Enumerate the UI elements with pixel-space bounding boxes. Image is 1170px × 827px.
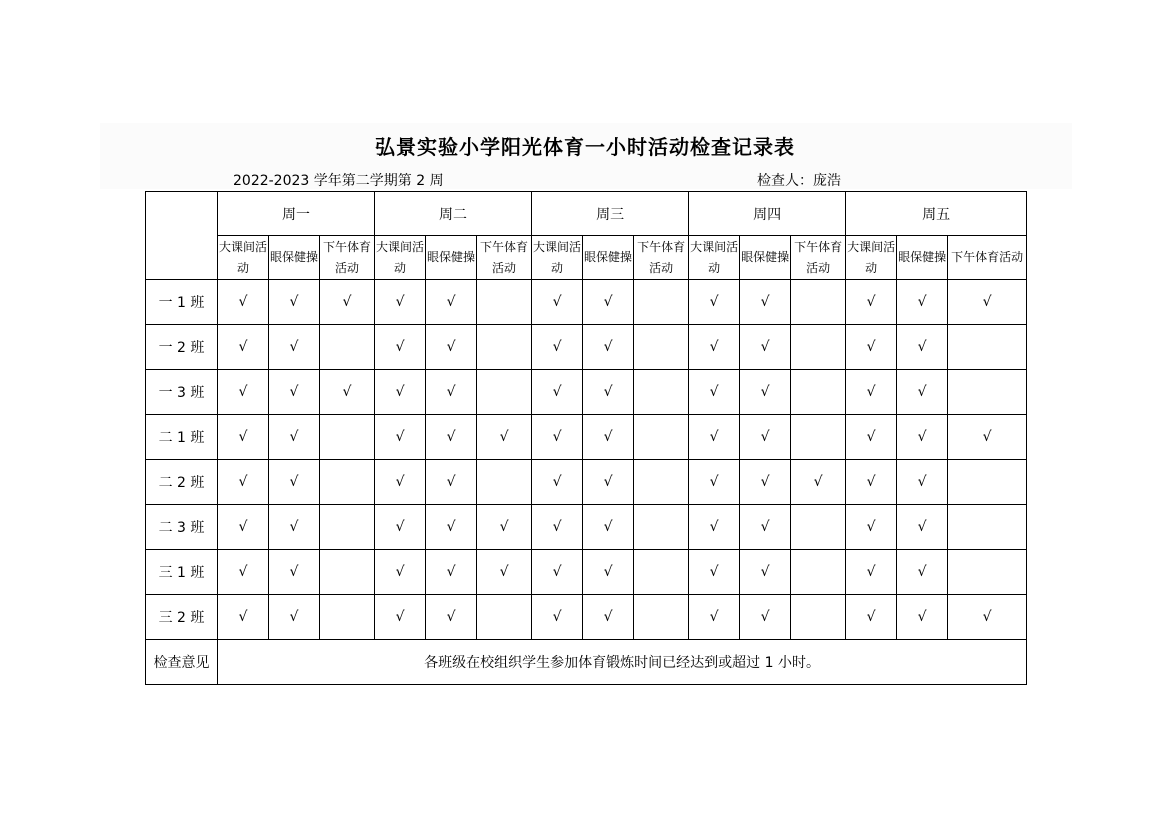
activity-header: 下午体育活动 <box>948 236 1027 280</box>
check-cell: √ <box>740 370 791 415</box>
check-cell: √ <box>846 550 897 595</box>
comment-text: 各班级在校组织学生参加体育锻炼时间已经达到或超过 1 小时。 <box>218 640 1027 685</box>
check-cell: √ <box>375 415 426 460</box>
check-cell <box>791 550 846 595</box>
day-header: 周一 <box>218 192 375 236</box>
check-cell: √ <box>218 595 269 640</box>
check-cell: √ <box>218 370 269 415</box>
check-cell: √ <box>426 460 477 505</box>
check-cell: √ <box>897 550 948 595</box>
check-cell: √ <box>689 460 740 505</box>
check-cell: √ <box>375 505 426 550</box>
check-cell: √ <box>897 415 948 460</box>
check-cell: √ <box>897 370 948 415</box>
check-cell <box>791 370 846 415</box>
check-cell: √ <box>532 280 583 325</box>
check-cell <box>634 370 689 415</box>
activity-header: 眼保健操 <box>426 236 477 280</box>
check-cell: √ <box>689 370 740 415</box>
semester-week: 2022-2023 学年第二学期第 2 周 <box>233 173 444 189</box>
check-cell: √ <box>320 280 375 325</box>
check-cell: √ <box>218 505 269 550</box>
check-cell: √ <box>218 280 269 325</box>
check-cell: √ <box>689 550 740 595</box>
page-title: 弘景实验小学阳光体育一小时活动检查记录表 <box>375 135 795 159</box>
check-cell: √ <box>740 460 791 505</box>
table-row <box>146 505 1027 550</box>
check-cell: √ <box>846 370 897 415</box>
table-row <box>146 415 1027 460</box>
check-cell <box>791 595 846 640</box>
check-cell: √ <box>532 460 583 505</box>
check-cell: √ <box>897 325 948 370</box>
activity-header: 下午体育活动 <box>320 236 375 280</box>
check-cell: √ <box>583 460 634 505</box>
class-name: 三 1 班 <box>146 550 218 595</box>
check-cell: √ <box>740 280 791 325</box>
class-name: 三 2 班 <box>146 595 218 640</box>
check-cell: √ <box>948 415 1027 460</box>
activity-header: 大课间活动 <box>532 236 583 280</box>
check-cell: √ <box>269 550 320 595</box>
check-cell: √ <box>218 460 269 505</box>
check-cell <box>477 280 532 325</box>
check-cell: √ <box>269 370 320 415</box>
check-cell <box>948 550 1027 595</box>
day-header: 周三 <box>532 192 689 236</box>
check-cell <box>948 370 1027 415</box>
check-cell: √ <box>532 595 583 640</box>
activity-header: 大课间活动 <box>375 236 426 280</box>
check-cell: √ <box>583 280 634 325</box>
check-cell: √ <box>846 415 897 460</box>
check-cell <box>634 325 689 370</box>
check-cell: √ <box>218 325 269 370</box>
check-cell: √ <box>689 280 740 325</box>
check-cell <box>477 460 532 505</box>
check-cell: √ <box>897 280 948 325</box>
table-row <box>146 460 1027 505</box>
check-cell: √ <box>269 415 320 460</box>
activity-header: 下午体育活动 <box>477 236 532 280</box>
check-cell: √ <box>897 460 948 505</box>
check-cell: √ <box>948 595 1027 640</box>
check-cell: √ <box>426 595 477 640</box>
check-cell: √ <box>269 325 320 370</box>
check-cell <box>634 460 689 505</box>
check-cell <box>791 415 846 460</box>
check-cell <box>320 460 375 505</box>
activity-header: 眼保健操 <box>897 236 948 280</box>
check-cell: √ <box>846 280 897 325</box>
check-cell <box>320 415 375 460</box>
check-cell: √ <box>583 325 634 370</box>
check-cell: √ <box>948 280 1027 325</box>
table-row <box>146 280 1027 325</box>
check-cell: √ <box>740 325 791 370</box>
check-cell <box>634 595 689 640</box>
check-cell: √ <box>426 325 477 370</box>
record-table <box>145 191 1027 685</box>
check-cell: √ <box>375 280 426 325</box>
check-cell: √ <box>532 370 583 415</box>
check-cell: √ <box>897 595 948 640</box>
check-cell: √ <box>740 550 791 595</box>
activity-header: 大课间活动 <box>689 236 740 280</box>
check-cell: √ <box>689 505 740 550</box>
check-cell: √ <box>740 505 791 550</box>
check-cell: √ <box>269 595 320 640</box>
check-cell <box>634 550 689 595</box>
class-name: 一 3 班 <box>146 370 218 415</box>
check-cell <box>477 595 532 640</box>
check-cell: √ <box>218 415 269 460</box>
corner-cell <box>146 192 218 280</box>
check-cell: √ <box>218 550 269 595</box>
class-name: 二 3 班 <box>146 505 218 550</box>
check-cell <box>948 460 1027 505</box>
check-cell: √ <box>846 325 897 370</box>
check-cell: √ <box>532 415 583 460</box>
check-cell: √ <box>477 415 532 460</box>
check-cell <box>791 325 846 370</box>
day-header: 周五 <box>846 192 1027 236</box>
activity-header: 眼保健操 <box>583 236 634 280</box>
check-cell: √ <box>689 415 740 460</box>
class-name: 二 2 班 <box>146 460 218 505</box>
activity-header: 下午体育活动 <box>634 236 689 280</box>
table-row <box>146 550 1027 595</box>
day-header: 周二 <box>375 192 532 236</box>
check-cell: √ <box>689 595 740 640</box>
class-name: 一 2 班 <box>146 325 218 370</box>
activity-header: 眼保健操 <box>740 236 791 280</box>
check-cell: √ <box>897 505 948 550</box>
check-cell <box>948 325 1027 370</box>
check-cell: √ <box>426 550 477 595</box>
check-cell: √ <box>740 595 791 640</box>
check-cell: √ <box>269 505 320 550</box>
check-cell: √ <box>689 325 740 370</box>
check-cell: √ <box>583 595 634 640</box>
check-cell: √ <box>583 370 634 415</box>
check-cell <box>320 505 375 550</box>
check-cell <box>634 415 689 460</box>
activity-header: 眼保健操 <box>269 236 320 280</box>
check-cell <box>320 550 375 595</box>
check-cell: √ <box>846 505 897 550</box>
check-cell: √ <box>375 595 426 640</box>
check-cell: √ <box>532 550 583 595</box>
check-cell: √ <box>477 505 532 550</box>
activity-header: 下午体育活动 <box>791 236 846 280</box>
check-cell <box>477 325 532 370</box>
check-cell: √ <box>532 325 583 370</box>
check-cell: √ <box>846 595 897 640</box>
check-cell: √ <box>320 370 375 415</box>
class-name: 二 1 班 <box>146 415 218 460</box>
check-cell: √ <box>426 505 477 550</box>
check-cell: √ <box>740 415 791 460</box>
check-cell: √ <box>426 370 477 415</box>
activity-header: 大课间活动 <box>846 236 897 280</box>
day-header: 周四 <box>689 192 846 236</box>
check-cell <box>791 280 846 325</box>
check-cell: √ <box>269 460 320 505</box>
check-cell: √ <box>375 460 426 505</box>
check-cell <box>320 595 375 640</box>
check-cell: √ <box>532 505 583 550</box>
table-row <box>146 325 1027 370</box>
check-cell: √ <box>477 550 532 595</box>
check-cell <box>791 505 846 550</box>
check-cell <box>634 280 689 325</box>
check-cell: √ <box>426 415 477 460</box>
check-cell: √ <box>375 325 426 370</box>
inspector: 检查人：庞浩 <box>757 173 841 189</box>
check-cell: √ <box>583 505 634 550</box>
check-cell: √ <box>583 550 634 595</box>
activity-header: 大课间活动 <box>218 236 269 280</box>
check-cell <box>948 505 1027 550</box>
check-cell <box>477 370 532 415</box>
check-cell <box>634 505 689 550</box>
check-cell: √ <box>375 550 426 595</box>
check-cell: √ <box>375 370 426 415</box>
check-cell: √ <box>583 415 634 460</box>
check-cell: √ <box>846 460 897 505</box>
check-cell <box>320 325 375 370</box>
table-row <box>146 595 1027 640</box>
check-cell: √ <box>269 280 320 325</box>
check-cell: √ <box>426 280 477 325</box>
comment-label: 检查意见 <box>146 640 218 685</box>
check-cell: √ <box>791 460 846 505</box>
table-row <box>146 370 1027 415</box>
class-name: 一 1 班 <box>146 280 218 325</box>
